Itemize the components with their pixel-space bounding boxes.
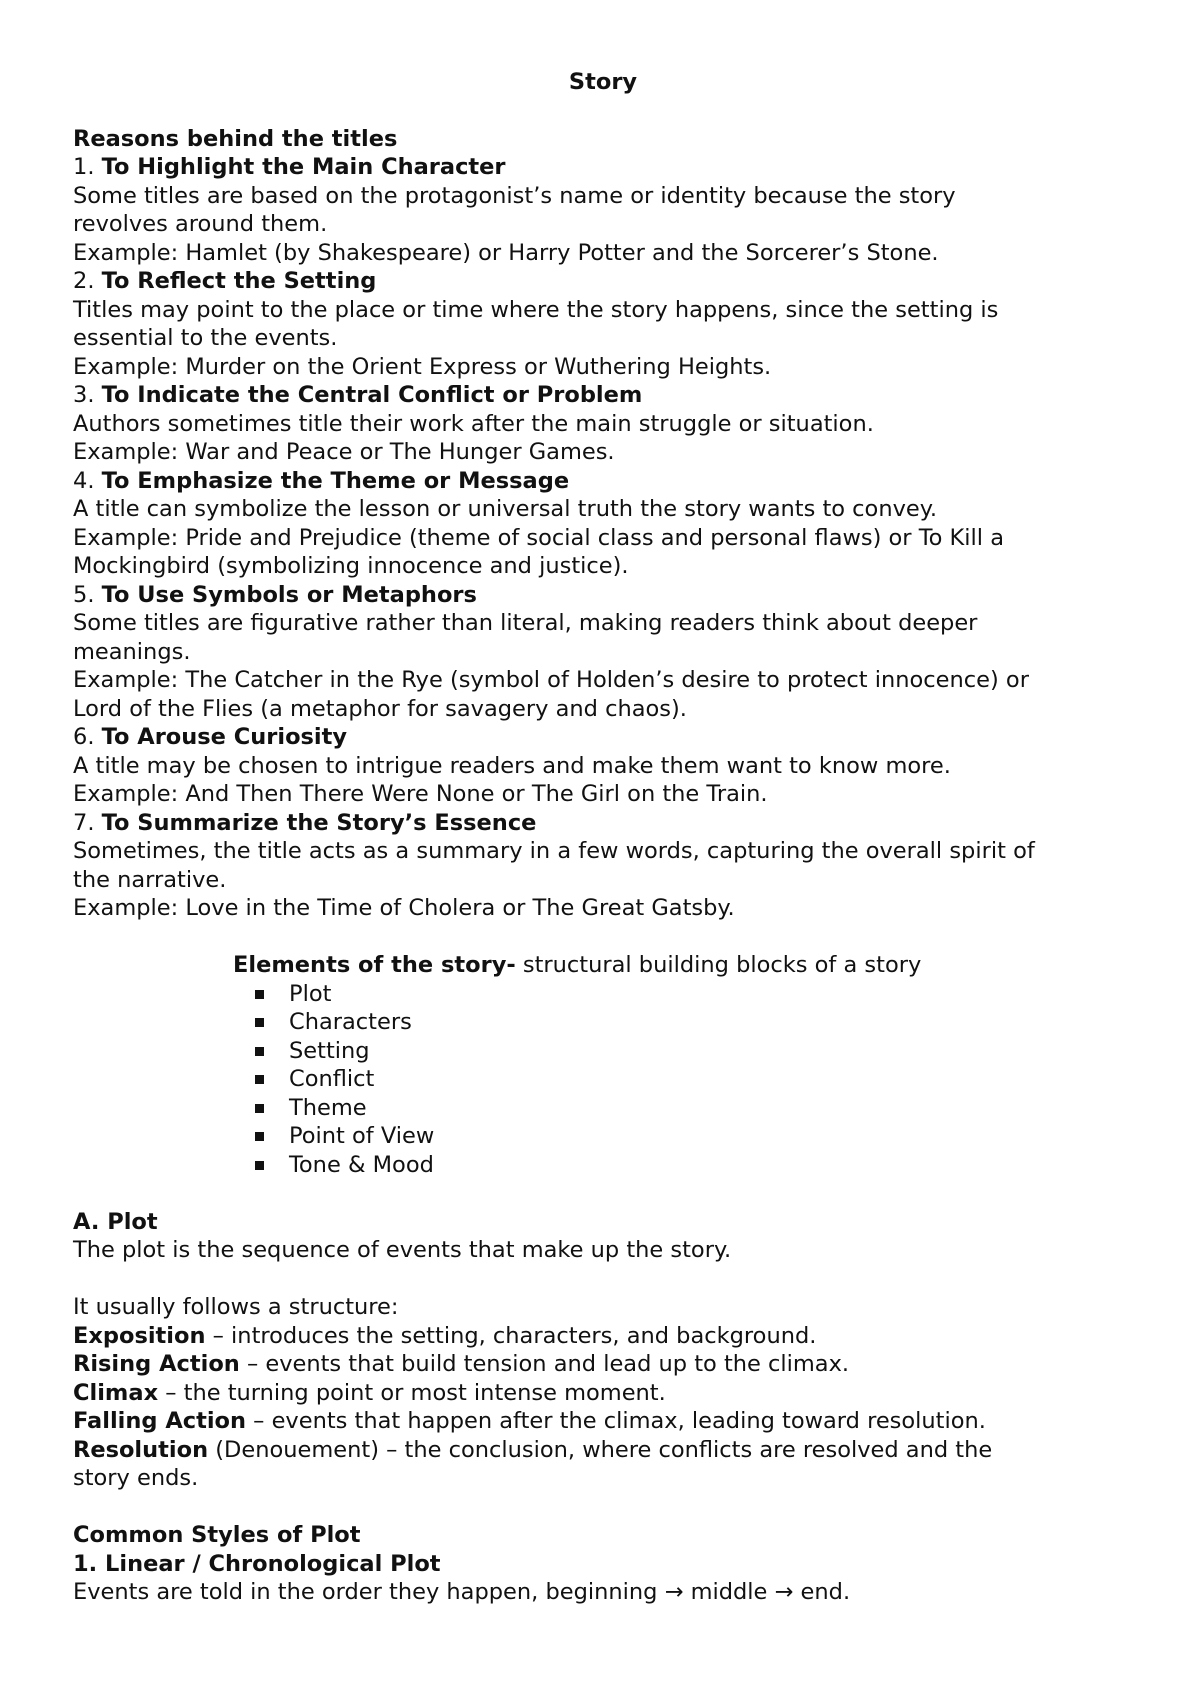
reason-2-example: Example: Murder on the Orient Express or Wuthering Heights. — [73, 353, 772, 380]
plot-style-1-heading: 1. Linear / Chronological Plot — [73, 1550, 441, 1577]
plot-styles-heading: Common Styles of Plot — [73, 1522, 361, 1548]
reason-3-example: Example: War and Peace or The Hunger Games. — [73, 439, 615, 465]
reason-4-desc-line-1: A title can symbolize the lesson or universal truth the story wants to convey. — [73, 496, 937, 522]
reason-1-heading: 1. To Highlight the Main Character — [73, 154, 506, 180]
reason-5-desc-line-2: meanings. — [73, 638, 191, 665]
reason-2-desc-line-1: Titles may point to the place or time where the story happens, since the setting is — [73, 296, 999, 323]
reason-5-example-line-1: Example: The Catcher in the Rye (symbol of Holden’s desire to protect innocence) or — [73, 667, 1029, 693]
reason-5-example-line-2: Lord of the Flies (a metaphor for savagery and chaos). — [73, 695, 687, 722]
reason-5-heading: 5. To Use Symbols or Metaphors — [73, 581, 477, 608]
reasons-heading: Reasons behind the titles — [73, 125, 398, 152]
reason-2-heading: 2. To Reflect the Setting — [73, 268, 377, 294]
reason-1-example: Example: Hamlet (by Shakespeare) or Harry Potter and the Sorcerer’s Stone. — [73, 239, 939, 266]
square-bullet-icon — [255, 1104, 264, 1113]
plot-stage-resolution: Resolution (Denouement) – the conclusion, where conflicts are resolved and the — [73, 1436, 993, 1463]
square-bullet-icon — [255, 1075, 264, 1084]
list-item: Tone & Mood — [255, 1151, 1133, 1180]
reason-7-heading: 7. To Summarize the Story’s Essence — [73, 809, 537, 836]
spacer — [73, 1493, 1133, 1522]
plot-stage-rising-action: Rising Action – events that build tension and lead up to the climax. — [73, 1351, 850, 1377]
spacer — [73, 1179, 1133, 1208]
spacer — [73, 1265, 1133, 1294]
plot-stage-resolution-line-2: story ends. — [73, 1465, 199, 1491]
square-bullet-icon — [255, 1018, 264, 1027]
reason-4-example-line-2: Mockingbird (symbolizing innocence and justice). — [73, 553, 629, 579]
plot-style-1-desc: Events are told in the order they happen, beginning → middle → end. — [73, 1579, 851, 1605]
list-item: Plot — [255, 980, 1133, 1009]
square-bullet-icon — [255, 1132, 264, 1141]
reason-7-example: Example: Love in the Time of Cholera or The Great Gatsby. — [73, 895, 735, 921]
reason-3-desc-line-1: Authors sometimes title their work after the main struggle or situation. — [73, 410, 874, 437]
reason-4-example-line-1: Example: Pride and Prejudice (theme of social class and personal flaws) or To Kill a — [73, 524, 1004, 551]
elements-heading: Elements of the story- structural building blocks of a story — [233, 952, 922, 978]
square-bullet-icon — [255, 1047, 264, 1056]
plot-structure-intro: It usually follows a structure: — [73, 1294, 399, 1320]
plot-stage-climax: Climax – the turning point or most intense moment. — [73, 1379, 666, 1406]
reason-2-desc-line-2: essential to the events. — [73, 325, 338, 351]
list-item: Conflict — [255, 1065, 1133, 1094]
reason-6-desc-line-1: A title may be chosen to intrigue readers and make them want to know more. — [73, 752, 951, 779]
reason-6-heading: 6. To Arouse Curiosity — [73, 724, 348, 750]
list-item: Setting — [255, 1037, 1133, 1066]
reason-3-heading: 3. To Indicate the Central Conflict or Problem — [73, 382, 643, 408]
elements-list — [73, 980, 1133, 1180]
reason-7-desc-line-1: Sometimes, the title acts as a summary in a few words, capturing the overall spirit of — [73, 838, 1035, 864]
reason-1-desc-line-1: Some titles are based on the protagonist’s name or identity because the story — [73, 182, 956, 209]
reason-1-desc-line-2: revolves around them. — [73, 211, 328, 237]
reason-4-heading: 4. To Emphasize the Theme or Message — [73, 467, 570, 494]
plot-stage-falling-action: Falling Action – events that happen after the climax, leading toward resolution. — [73, 1408, 986, 1434]
list-item: Characters — [255, 1008, 1133, 1037]
square-bullet-icon — [255, 1161, 264, 1170]
reason-5-desc-line-1: Some titles are figurative rather than literal, making readers think about deeper — [73, 610, 978, 636]
list-item: Point of View — [255, 1122, 1133, 1151]
plot-intro: The plot is the sequence of events that make up the story. — [73, 1237, 732, 1263]
plot-stage-exposition: Exposition – introduces the setting, characters, and background. — [73, 1322, 817, 1349]
spacer — [73, 923, 1133, 952]
document-title: Story — [568, 69, 638, 95]
plot-heading: A. Plot — [73, 1208, 158, 1235]
list-item: Theme — [255, 1094, 1133, 1123]
reason-7-desc-line-2: the narrative. — [73, 866, 227, 893]
document-page — [73, 68, 1133, 1607]
reason-6-example: Example: And Then There Were None or The Girl on the Train. — [73, 781, 768, 807]
square-bullet-icon — [255, 990, 264, 999]
